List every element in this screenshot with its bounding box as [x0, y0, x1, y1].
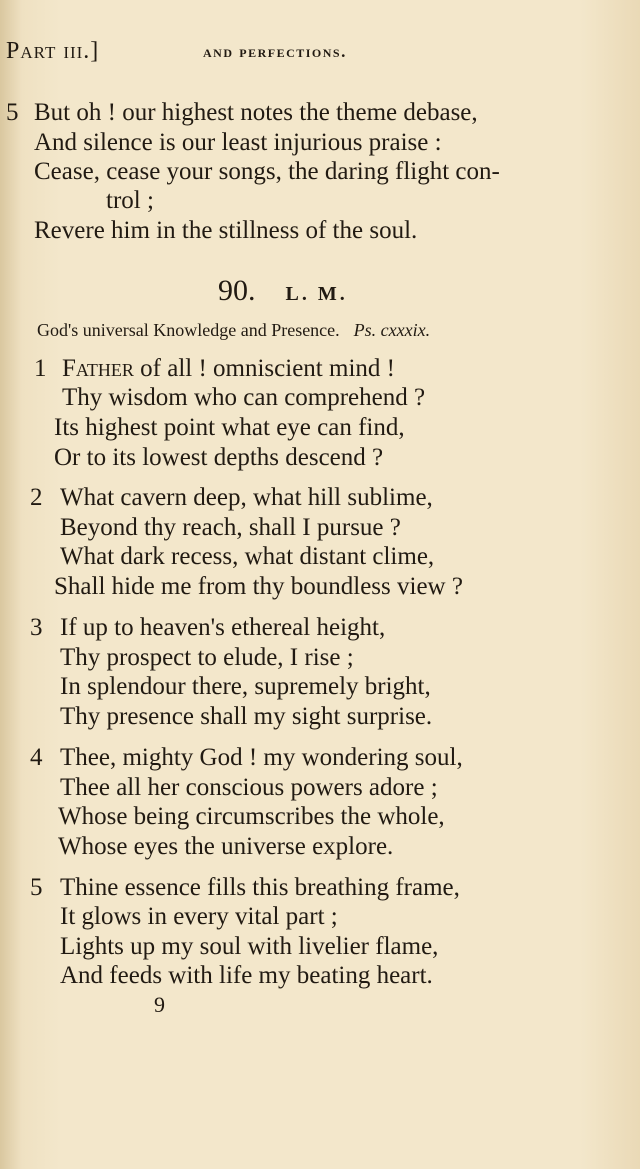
verse-line: trol ; [106, 187, 154, 214]
verse-line: But oh ! our highest notes the theme debase, [34, 99, 478, 126]
verse-line: Whose being circumscribes the whole, [58, 803, 445, 830]
verse-line: Thy presence shall my sight surprise. [60, 703, 433, 730]
verse-line: It glows in every vital part ; [60, 903, 338, 930]
verse-line: Or to its lowest depths descend ? [54, 444, 384, 471]
verse-line: What cavern deep, what hill sublime, [60, 484, 433, 511]
verse-line: Thy prospect to elude, I rise ; [60, 644, 354, 671]
verse-line: In splendour there, supremely bright, [60, 673, 431, 700]
verse-line: What dark recess, what distant clime, [60, 543, 435, 570]
hymn-number: 90. [218, 274, 256, 307]
stanza-number: 5 [6, 99, 19, 126]
initial-word: Father [62, 355, 134, 382]
verse-line: Its highest point what eye can find, [54, 414, 405, 441]
stanza-number: 4 [30, 744, 43, 771]
verse-line [62, 354, 395, 384]
verse-line: And silence is our least injurious praise : [34, 129, 442, 156]
signature-mark: 9 [154, 992, 165, 1017]
scripture-reference: Ps. cxxxix. [353, 320, 431, 340]
verse-line: And feeds with life my beating heart. [60, 962, 433, 989]
verse-line: Revere him in the stillness of the soul. [34, 217, 418, 244]
stanza-number: 3 [30, 614, 43, 641]
hymn-meter: L. M. [285, 283, 348, 305]
subtitle-text: God's universal Knowledge and Presence. [37, 320, 340, 340]
hymn-heading [218, 274, 348, 308]
verse-line: If up to heaven's ethereal height, [60, 614, 386, 641]
verse-line: Thee, mighty God ! my wondering soul, [60, 744, 463, 771]
stanza-number: 5 [30, 874, 43, 901]
verse-line: Thee all her conscious powers adore ; [60, 774, 438, 801]
verse-line: Cease, cease your songs, the daring flight con- [34, 158, 500, 185]
verse-line: Whose eyes the universe explore. [58, 833, 394, 860]
running-title: and perfections. [203, 42, 347, 61]
verse-line: Thine essence fills this breathing frame, [60, 874, 460, 901]
stanza-number: 2 [30, 484, 43, 511]
stanza-number: 1 [34, 355, 47, 382]
verse-line: Thy wisdom who can comprehend ? [62, 384, 426, 411]
running-header [6, 38, 606, 72]
verse-line: Shall hide me from thy boundless view ? [54, 573, 463, 600]
verse-line-rest: of all ! omniscient mind ! [133, 355, 395, 382]
verse-line: Lights up my soul with livelier flame, [60, 933, 439, 960]
verse-line: Beyond thy reach, shall I pursue ? [60, 514, 401, 541]
hymn-subtitle [37, 320, 430, 341]
part-label: Part iii.] [6, 38, 100, 64]
